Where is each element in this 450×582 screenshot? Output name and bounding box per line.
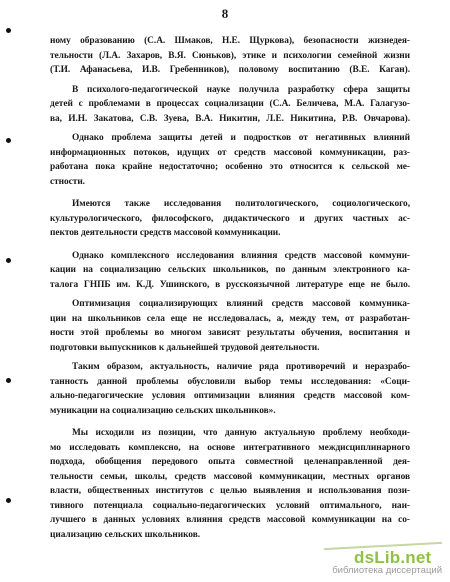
text-line: стности. [50, 176, 85, 187]
text-line: подхода, обобщения передового опыта совместной целенаправленной дея- [50, 457, 410, 467]
text-line: (Т.И. Афанасьева, И.В. Гребенников), половому воспитанию (В.Е. Каган). [50, 65, 410, 75]
text-line: информационных потоков, идущих от средств массовой коммуникации, раз- [50, 147, 410, 158]
text-line: Оптимизация социализирующих влияний средств массовой коммуника- [72, 299, 410, 309]
text-line: талога ГНПБ им. К.Д. Ушинского, в русскоязычной литературе еще не было. [50, 279, 410, 290]
text-line: ности этой проблемы во многом зависят результаты обучения, воспитания и [50, 328, 410, 338]
margin-dot-mark [6, 378, 11, 383]
text-line: Однако комплексного исследования влияния средств массовой коммуни- [72, 250, 410, 261]
page-body [50, 34, 410, 542]
margin-dot-mark [6, 138, 11, 143]
text-line: тельности семьи, школы, средств массовой коммуникации, местных органов [50, 471, 410, 482]
text-line: работана пока крайне недостаточно; особенно это относится к сельской ме- [50, 162, 410, 172]
text-line: Таким образом, актуальность, наличие ряда противоречий и неразрабо- [72, 362, 410, 372]
watermark-logo: dsLib.net [354, 548, 432, 567]
text-line: пектов деятельности средств массовой коммуникации. [50, 228, 281, 238]
text-line: танность данной проблемы обусловили выбор темы исследования: «Соци- [50, 376, 410, 387]
page-number: 8 [221, 6, 229, 21]
margin-dot-mark [6, 28, 11, 33]
text-line: детей с проблемами в процессах социализации (С.А. Беличева, М.А. Галагузо- [50, 99, 410, 109]
text-line: подготовки выпускников к дальнейшей трудовой деятельности. [50, 342, 320, 353]
text-line: кации на социализацию сельских школьников, по данным электронного ка- [50, 265, 410, 275]
text-line: циализацию сельских школьников. [50, 529, 201, 540]
text-line: Мы исходили из позиции, что данную актуальную проблему необходи- [72, 428, 410, 438]
text-line: ально-педагогические условия оптимизации влияния средств массовой ком- [50, 391, 410, 401]
text-line: лучшего в данных условиях влияния средств массовой коммуникации на со- [50, 515, 410, 525]
text-line: тивного потенциала социально-педагогических условий оптимального, наи- [50, 500, 410, 511]
text-line: ному образованию (С.А. Шмаков, Н.Е. Щуркова), безопасности жизнедея- [50, 36, 410, 46]
text-line: ции на школьников села еще не исследовалась, а, между тем, от разработан- [50, 313, 410, 324]
text-line: мо исследовать комплексно, на основе интегративного междисциплинарного [50, 442, 410, 453]
text-line: Однако проблема защиты детей и подростков от негативных влияний [72, 133, 410, 143]
text-line: тельности (Л.А. Захаров, В.Я. Сюньков), этике и психологии семейной жизни [50, 50, 410, 61]
text-line: В психолого-педагогической науке получила разработку сфера защиты [72, 84, 410, 95]
text-line: ва, И.Н. Закатова, С.В. Зуева, В.А. Никитин, Л.Е. Никитина, Р.В. Овчарова). [50, 113, 410, 124]
watermark[interactable] [324, 542, 442, 576]
text-line: власти, общественных институтов с целью выявления и использования пози- [50, 486, 410, 496]
margin-dot-mark [6, 258, 11, 263]
text-line: культурологического, философского, дидактического и других частных ас- [50, 213, 410, 224]
text-line: муникации на социализацию сельских школьников». [50, 405, 276, 416]
text-line: Имеются также исследования политологического, социологического, [72, 199, 410, 209]
watermark-tagline: библиотека диссертаций [332, 565, 442, 576]
margin-dot-mark [6, 498, 11, 503]
